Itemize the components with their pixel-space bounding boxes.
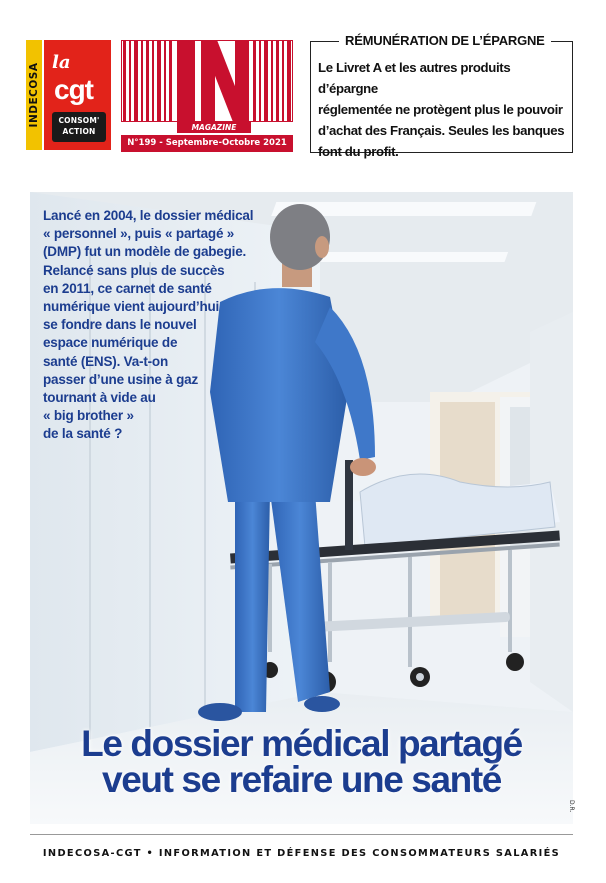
footer-tagline: INDECOSA-CGT • INFORMATION ET DÉFENSE DES CONSOMMATEURS SALARIÉS	[42, 848, 561, 859]
in-barcode-graphic	[121, 40, 293, 122]
intro-line: tournant à vide au	[43, 390, 156, 406]
teaser-line: Le Livret A et les autres produits d’épargne	[318, 60, 511, 96]
teaser-line: d’achat des Français. Seules les banques	[318, 123, 565, 138]
intro-line: numérique vient aujourd’hui	[43, 299, 220, 315]
teaser-line: font du profit.	[318, 144, 399, 159]
magazine-label: MAGAZINE	[177, 122, 251, 133]
intro-line: santé (ENS). Va-t-on	[43, 353, 169, 369]
cgt-logo-wordmark: cgt	[54, 74, 93, 105]
teaser-title: RÉMUNÉRATION DE L’ÉPARGNE	[339, 33, 551, 48]
cover-headline	[30, 723, 573, 800]
headline-line-2: veut se refaire une santé	[102, 759, 501, 800]
indecosa-vertical-band	[26, 40, 42, 150]
teaser-line: réglementée ne protègent plus le pouvoir	[318, 102, 563, 117]
cgt-logo-la: la	[52, 52, 71, 73]
intro-line: « big brother »	[43, 408, 134, 424]
intro-line: (DMP) fut un modèle de gabegie.	[43, 244, 247, 260]
intro-text	[43, 207, 268, 444]
in-magazine-logo	[121, 40, 293, 152]
photo-credit: D.R.	[568, 800, 575, 813]
intro-line: Lancé en 2004, le dossier médical	[43, 208, 254, 223]
consom-action-badge	[52, 112, 106, 142]
indecosa-label: INDECOSA	[28, 62, 40, 128]
consom-action-line1: CONSOM'	[58, 116, 100, 125]
intro-line: passer d’une usine à gaz	[43, 371, 199, 387]
teaser-box	[310, 33, 573, 159]
footer-divider	[30, 834, 573, 835]
consom-action-line2: ACTION	[62, 127, 96, 136]
teaser-body	[318, 57, 570, 162]
intro-line: en 2011, ce carnet de santé	[43, 280, 212, 296]
headline-line-1: Le dossier médical partagé	[81, 723, 522, 764]
intro-line: se fondre dans le nouvel	[43, 317, 197, 333]
intro-line: de la santé ?	[43, 426, 123, 442]
intro-line: « personnel », puis « partagé »	[43, 226, 235, 242]
issue-number: N°199 - Septembre-Octobre 2021	[121, 135, 293, 152]
cgt-logo	[44, 40, 111, 150]
intro-line: espace numérique de	[43, 335, 178, 351]
intro-line: Relancé sans plus de succès	[43, 262, 225, 278]
